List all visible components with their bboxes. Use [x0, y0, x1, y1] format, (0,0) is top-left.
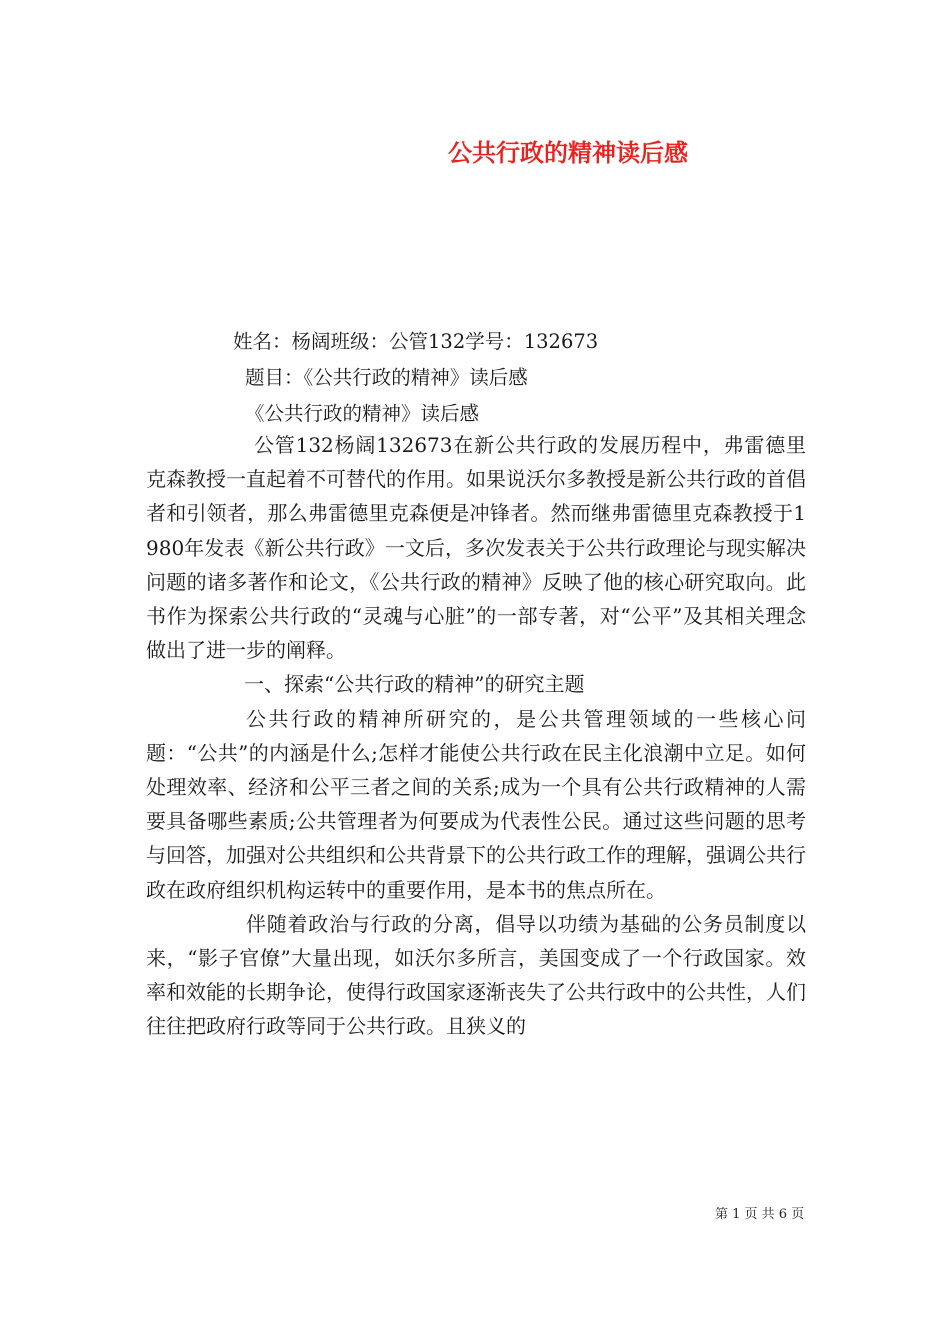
body-text	[146, 428, 806, 1044]
topic-line: 题目：《公共行政的精神》读后感	[245, 366, 528, 389]
student-info-line: 姓名：杨阔班级：公管132学号：132673	[233, 330, 599, 353]
page-footer: 第 1 页 共 6 页	[715, 1207, 805, 1222]
title-block	[448, 133, 768, 168]
paragraph-intro: 公管132杨阔132673在新公共行政的发展历程中，弗雷德里克森教授一直起着不可替代的作用。如果说沃尔多教授是新公共行政的首倡者和引领者，那么弗雷德里克森便是冲锋者。然而继弗雷德里克森教授于1980年发表《新公共行政》一文后，多次发表关于公共行政理论与现实解决问题的诸多著作和论文，《公共行政的精神》反映了他的核心研究取向。此书作为探索公共行政的“灵魂与心脏”的一部专著，对“公平”及其相关理念做出了进一步的阐释。	[146, 433, 806, 663]
section-heading: 一、探索“公共行政的精神”的研究主题	[244, 672, 585, 697]
paragraph-research-topic: 公共行政的精神所研究的，是公共管理领域的一些核心问题：“公共”的内涵是什么;怎样才能使公共行政在民主化浪潮中立足。如何处理效率、经济和公平三者之间的关系;成为一个具有公共行政精神的人需要具备哪些素质;公共管理者为何要成为代表性公民。通过这些问题的思考与回答，加强对公共组织和公共背景下的公共行政工作的理解，强调公共行政在政府组织机构运转中的重要作用，是本书的焦点所在。	[146, 706, 806, 902]
paragraph-politics-administration: 伴随着政治与行政的分离，倡导以功绩为基础的公务员制度以来，“影子官僚”大量出现，如沃尔多所言，美国变成了一个行政国家。效率和效能的长期争论，使得行政国家逐渐丧失了公共行政中的公共性，人们往往把政府行政等同于公共行政。且狭义的	[146, 911, 806, 1039]
subtitle-line: 《公共行政的精神》读后感	[245, 402, 480, 425]
document-title: 公共行政的精神读后感	[448, 139, 688, 167]
